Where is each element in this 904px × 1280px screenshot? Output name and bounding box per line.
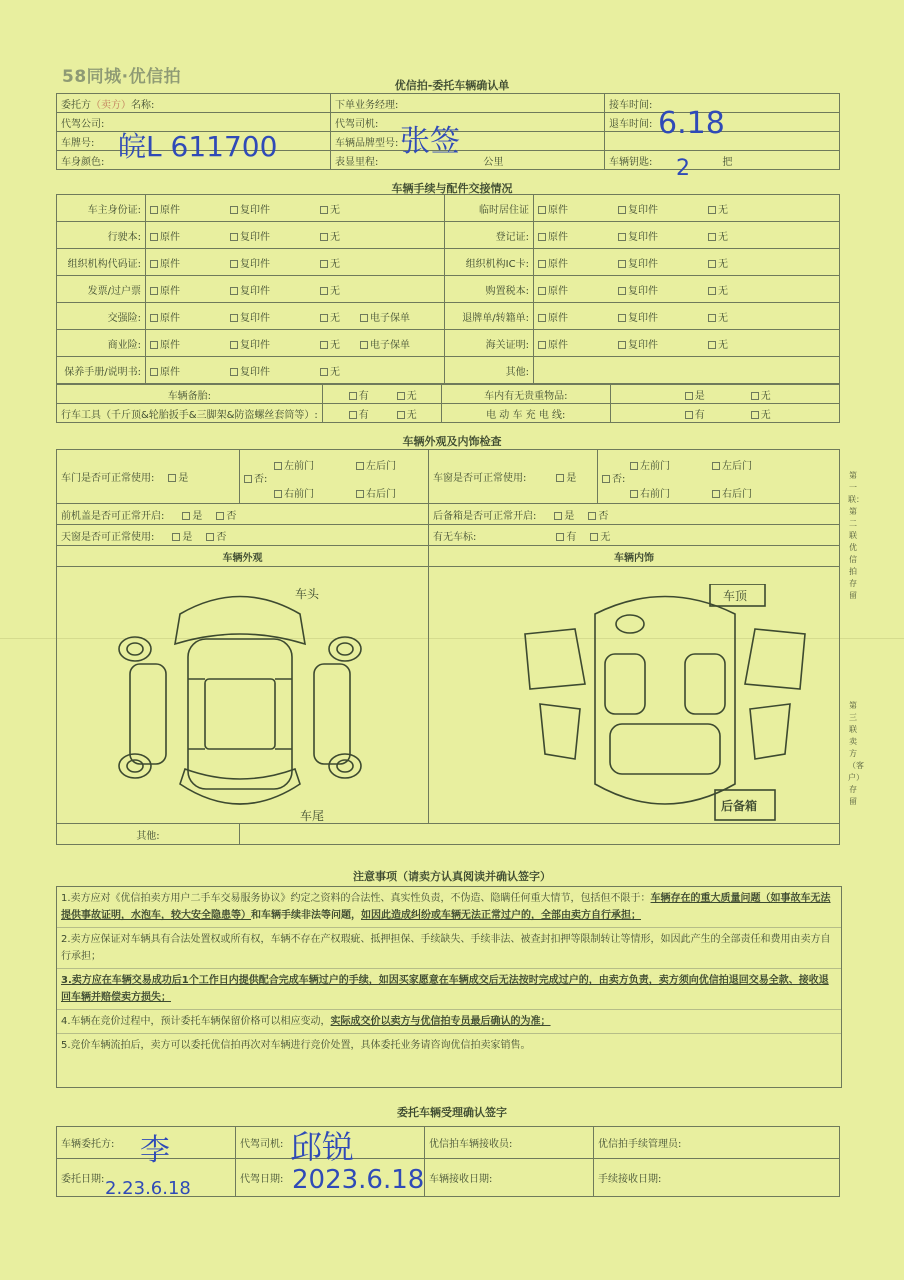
hw-return-time: 6.18: [658, 106, 725, 141]
doc-left-options: 原件 复印件 无: [146, 222, 445, 249]
interior-header: 车辆内饰: [429, 546, 840, 567]
exterior-header: 车辆外观: [57, 546, 429, 567]
note-4: 4.车辆在竞价过程中，预计委托车辆保留价格可以相应变动，实际成交价以卖方与优信拍专员最后确认的为准；: [57, 1010, 841, 1034]
doc-right-options: 原件 复印件 无: [534, 276, 840, 303]
docs-row: [57, 222, 840, 249]
int-roof-label: 车顶: [723, 589, 748, 603]
mark-row: 有无车标: 有 无: [429, 525, 840, 546]
form-title: 优信拍-委托车辆确认单: [394, 79, 510, 92]
door-label: 车门是否可正常使用: 是: [57, 450, 240, 504]
sign-recv-date: 车辆接收日期:: [425, 1159, 594, 1197]
charger-label: 电 动 车 充 电 线:: [441, 404, 610, 423]
doc-left-options: 原件 复印件 无: [146, 195, 445, 222]
ext-rear-label: 车尾: [300, 809, 325, 823]
doc-left-options: 原件 复印件 无 电子保单: [146, 330, 445, 357]
docs-row: [57, 330, 840, 357]
sign-manager: 优信拍手续管理员:: [594, 1127, 840, 1159]
int-trunk-label: 后备箱: [721, 799, 758, 813]
trunk-row: 后备箱是否可正常开启: 是 否: [429, 504, 840, 525]
color-cell: 车身颜色:: [57, 151, 331, 170]
docs-row: [57, 276, 840, 303]
sign-driver-date: 代驾日期:: [236, 1159, 425, 1197]
doc-right-label: 登记证:: [445, 222, 534, 249]
other-value: [240, 824, 840, 845]
items-label: 车内有无贵重物品:: [441, 385, 610, 404]
ext-front-label: 车头: [295, 587, 320, 601]
manager-cell: 下单业务经理:: [331, 94, 605, 113]
hw-driver-date: 2023.6.18: [292, 1165, 425, 1195]
doc-right-label: 退牌单/转籍单:: [445, 303, 534, 330]
return-time-cell: 退车时间:: [605, 113, 840, 132]
note-3: 3.卖方应在车辆交易成功后1个工作日内提供配合完成车辆过户的手续，如因买家愿意在车辆成交后无法按时完成过户的，由卖方负责，卖方须向优信拍退回交易全款、接收退回车辆并赔偿卖方损失；: [57, 969, 841, 1010]
hw-keys: 2: [676, 156, 690, 181]
doc-right-options: 原件 复印件 无: [534, 249, 840, 276]
doc-left-label: 保养手册/说明书:: [57, 357, 146, 384]
tools-label: 行车工具（千斤顶&轮胎扳手&三脚架&防盗螺丝套筒等）:: [57, 404, 323, 423]
doc-right-label: 临时居住证: [445, 195, 534, 222]
docs-table: [56, 194, 840, 384]
doc-right-options: 原件 复印件 无: [534, 330, 840, 357]
hw-driver-sig: 邱锐: [290, 1128, 355, 1166]
side-note-2: 第三联卖方（客户）存留: [848, 701, 864, 806]
sign-client: 车辆委托方:: [57, 1127, 236, 1159]
exterior-diagram: [110, 584, 370, 824]
doc-left-label: 行驶本:: [57, 222, 146, 249]
inspect-title: 车辆外观及内饰检查: [402, 435, 502, 448]
mileage-cell: 表显里程: 公里: [331, 151, 605, 170]
doc-right-label: 组织机构IC卡:: [445, 249, 534, 276]
hw-client-sig: 李: [140, 1133, 170, 1168]
doc-left-options: 原件 复印件 无: [146, 249, 445, 276]
window-label: 车窗是否可正常使用: 是: [429, 450, 598, 504]
doc-left-label: 车主身份证:: [57, 195, 146, 222]
interior-diagram: [515, 584, 815, 824]
doc-left-options: 原件 复印件 无: [146, 276, 445, 303]
docs-row: [57, 357, 840, 384]
hw-driver: 张签: [400, 124, 460, 159]
notes-title: 注意事项（请卖方认真阅读并确认签字）: [353, 870, 551, 883]
side-note-1: 第一联：第二联优信拍存留: [848, 471, 864, 600]
doc-left-options: 原件 复印件 无 电子保单: [146, 303, 445, 330]
window-options: 否: 左前门 左后门 右前门 右后门: [598, 450, 840, 504]
sign-client-date: 委托日期:: [57, 1159, 236, 1197]
docs-row: [57, 249, 840, 276]
sign-driver: 代驾司机:: [236, 1127, 425, 1159]
doc-left-label: 发票/过户票: [57, 276, 146, 303]
doc-right-options: 原件 复印件 无: [534, 303, 840, 330]
doc-right-options: 原件 复印件 无: [534, 195, 840, 222]
note-5: 5.竞价车辆流拍后，卖方可以委托优信拍再次对车辆进行竞价处置，具体委托业务请咨询优信拍卖家销售。: [61, 1040, 531, 1051]
driver-cell: 代驾司机:: [331, 113, 605, 132]
tools-opts: 有 无: [322, 404, 441, 423]
sign-receiver: 优信拍车辆接收员:: [425, 1127, 594, 1159]
hw-plate: 皖L 611700: [118, 130, 278, 163]
agency-cell: 代驾公司:: [57, 113, 331, 132]
spare-tire-opts: 有 无: [322, 385, 441, 404]
docs-row: [57, 303, 840, 330]
keys-cell: 车辆钥匙: 把: [605, 151, 840, 170]
extras-table: [56, 384, 840, 423]
doc-left-label: 商业险:: [57, 330, 146, 357]
doc-right-label: 购置税本:: [445, 276, 534, 303]
other-label: 其他:: [57, 824, 240, 845]
note-1: 1.卖方应对《优信拍卖方用户二手车交易服务协议》约定之资料的合法性、真实性负责，不伪造、隐瞒任何重大情节，包括但不限于：车辆存在的重大质量问题（如事故车无法提供事故证明，水泡车，较大安全隐患等）和车辆手续非法等问题，如因此造成纠纷或车辆无法正常过户的，全部由卖方自行承担；: [57, 887, 841, 928]
note-2: 2.卖方应保证对车辆具有合法处置权或所有权，车辆不存在产权瑕疵、抵押担保、手续缺失、手续非法、被查封扣押等限制转让等情形，如因此产生的全部责任和费用由卖方自行承担；: [57, 928, 841, 969]
docs-title: 车辆手续与配件交接情况: [391, 182, 513, 195]
sign-title: 委托车辆受理确认签字: [397, 1106, 507, 1119]
items-opts: 是 无: [610, 385, 839, 404]
sunroof-row: 天窗是否可正常使用: 是 否: [57, 525, 429, 546]
door-options: 否: 左前门 左后门 右前门 右后门: [240, 450, 429, 504]
sign-proc-date: 手续接收日期:: [594, 1159, 840, 1197]
hw-client-date: 2.23.6.18: [105, 1178, 191, 1199]
charger-opts: 有 无: [610, 404, 839, 423]
doc-left-label: 交强险:: [57, 303, 146, 330]
pickup-time-cell: 接车时间:: [605, 94, 840, 113]
client-cell: 委托方（卖方）名称:: [57, 94, 331, 113]
brand-logo: 58同城·优信拍: [62, 67, 182, 87]
spare-tire-label: 车辆备胎:: [57, 385, 323, 404]
hood-row: 前机盖是否可正常开启: 是 否: [57, 504, 429, 525]
doc-right-label: 其他:: [445, 357, 534, 384]
brand-cell: 车辆品牌型号:: [331, 132, 605, 151]
doc-left-label: 组织机构代码证:: [57, 249, 146, 276]
docs-row: [57, 195, 840, 222]
plate-cell: 车牌号:: [57, 132, 331, 151]
doc-right-label: 海关证明:: [445, 330, 534, 357]
notes-box: [56, 886, 842, 1088]
doc-right-options: 原件 复印件 无: [534, 222, 840, 249]
doc-right-options: [534, 357, 840, 384]
doc-left-options: 原件 复印件 无: [146, 357, 445, 384]
